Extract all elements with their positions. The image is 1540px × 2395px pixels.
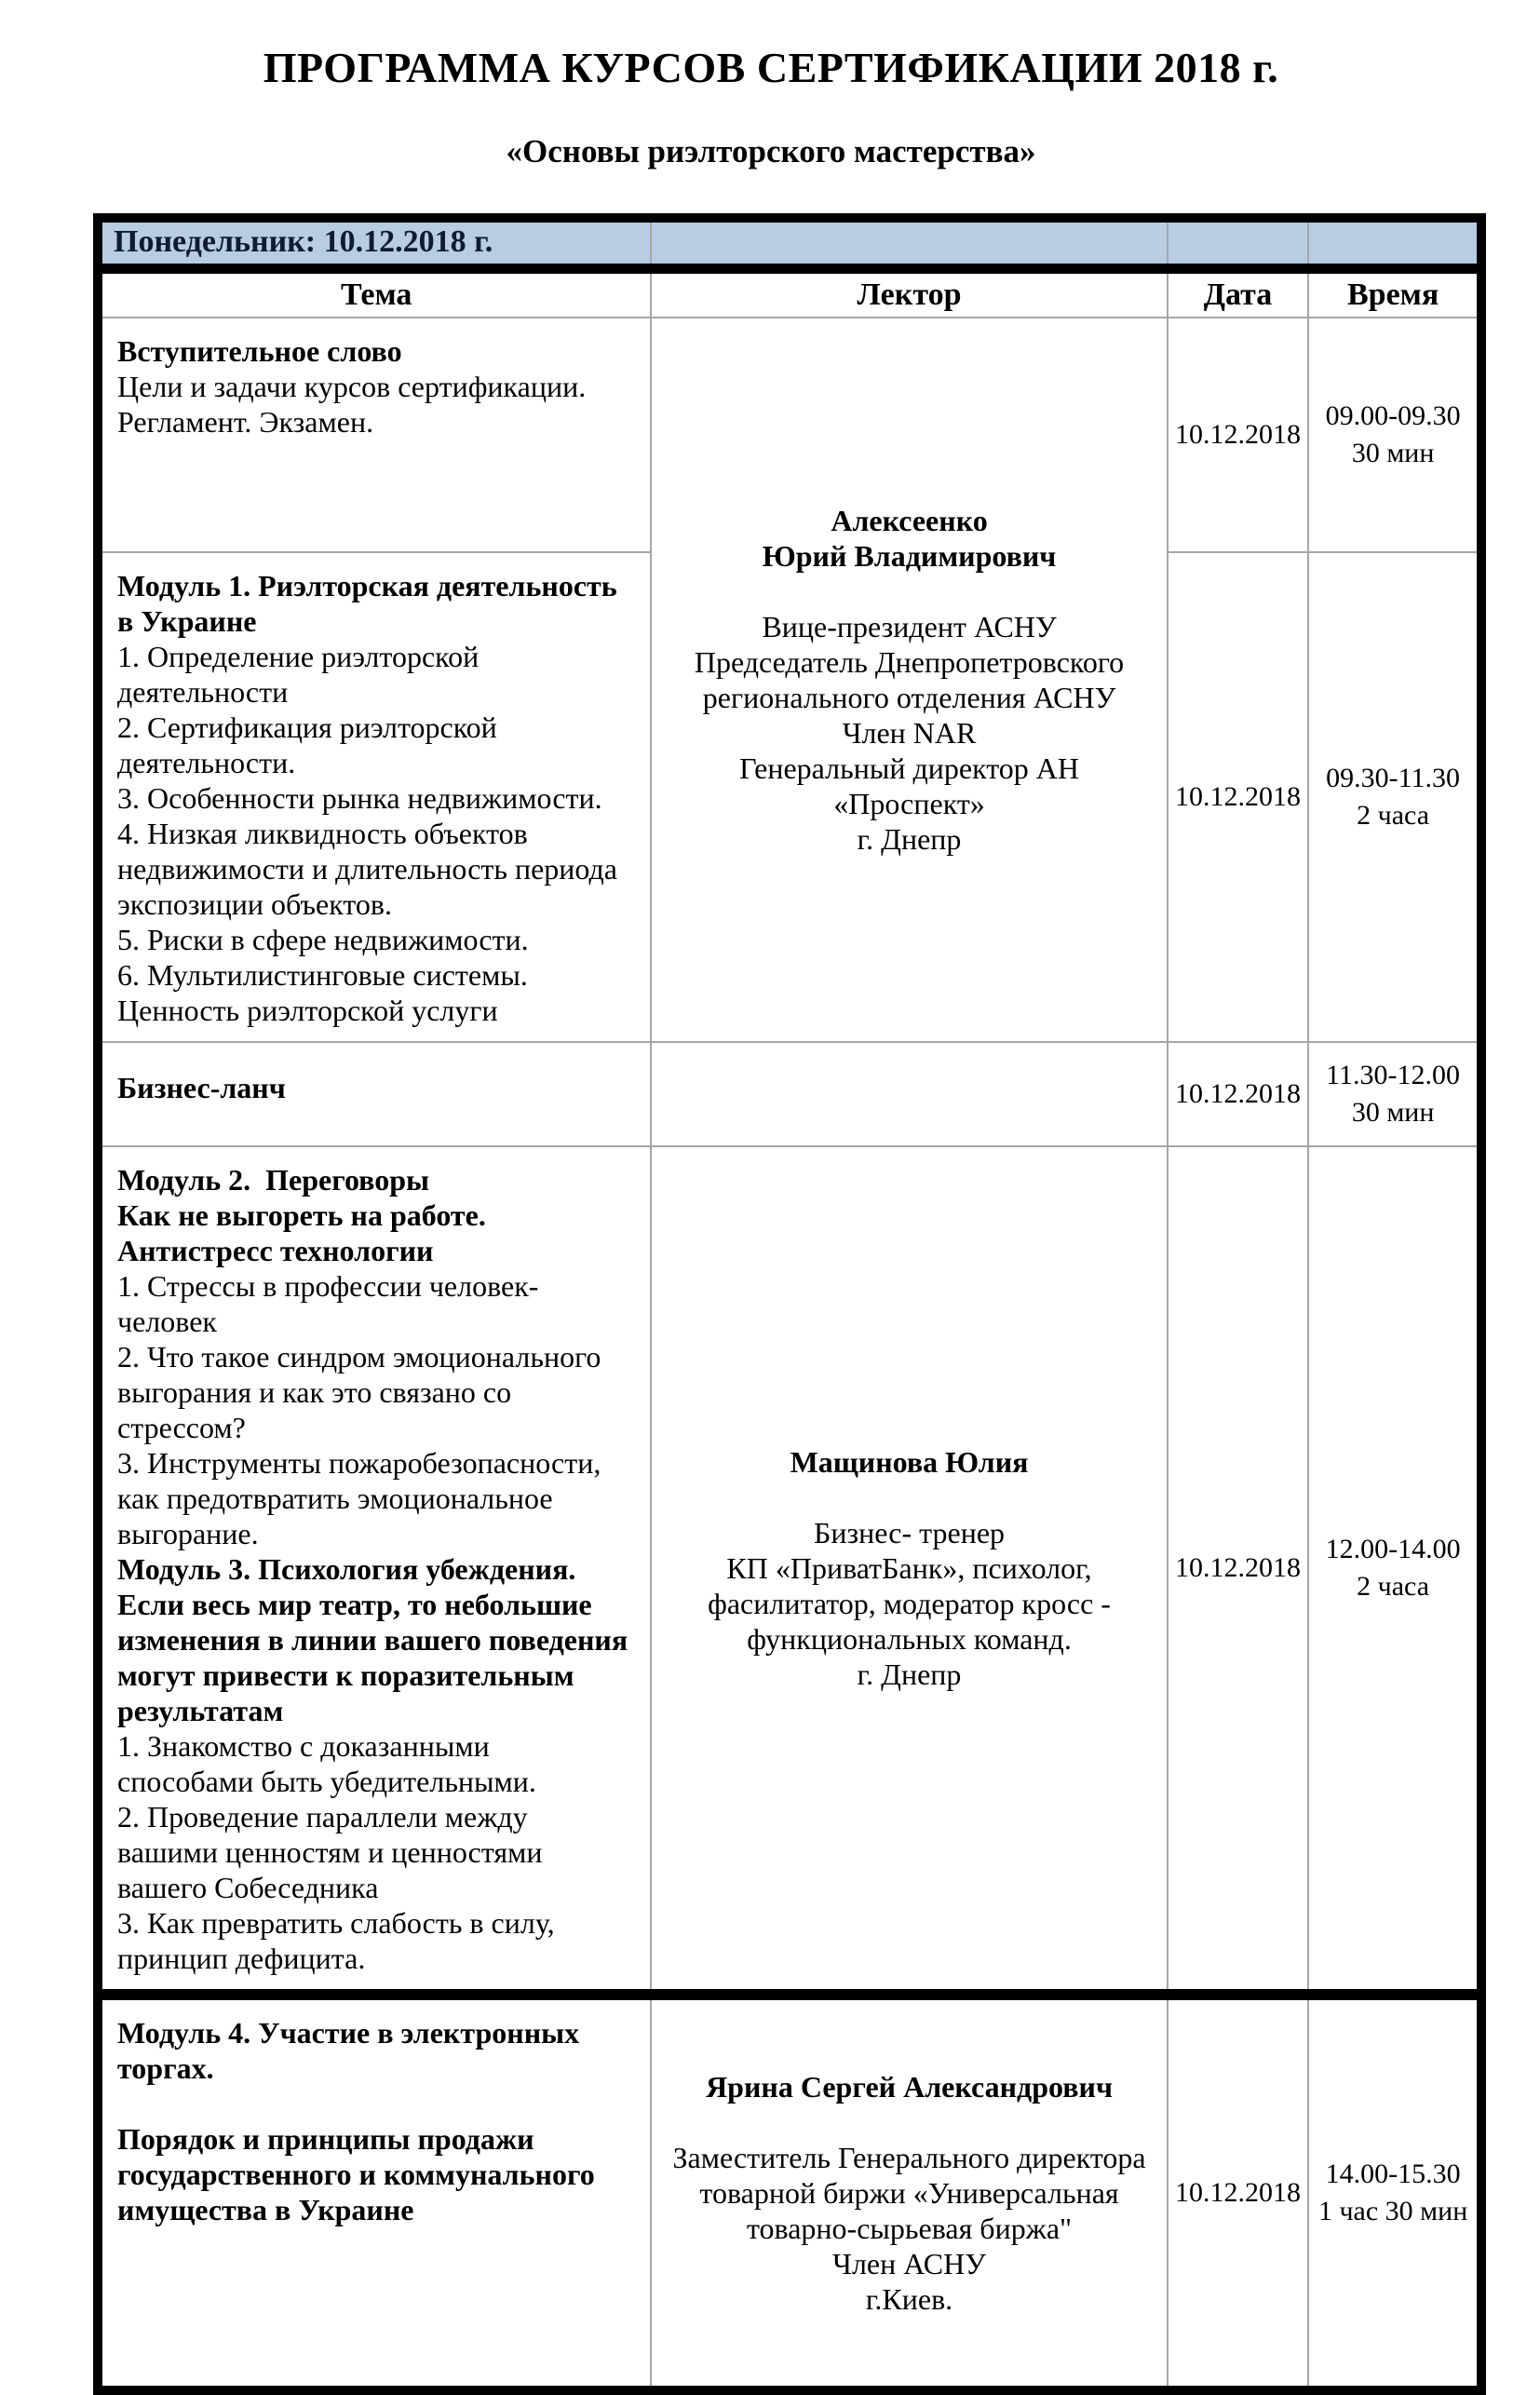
lecturer-detail-line: регионального отделения АСНУ [702,680,1116,714]
lecturer-cell-mashchinova [651,1146,1167,1995]
theme-cell-module2 [98,1146,651,1995]
lecturer-detail-line: Заместитель Генерального директора [672,2140,1146,2174]
theme-item: 1. Определение риэлторской деятельности [117,639,480,709]
time-cell-module4 [1308,1995,1481,2390]
time-cell-intro [1308,318,1481,552]
lecturer-detail-line: Генеральный директор АН «Проспект» [739,751,1079,820]
time-range: 12.00-14.00 [1325,1533,1461,1564]
time-duration: 1 час 30 мин [1317,2195,1468,2226]
theme-title: Модуль 2. Переговоры [117,1162,429,1197]
schedule-table [93,213,1486,2395]
theme-title: Бизнес-ланч [117,1070,286,1104]
time-cell-module2 [1308,1146,1481,1995]
date-cell-module1: 10.12.2018 [1168,552,1309,1042]
column-header-date: Дата [1168,269,1309,318]
lecturer-detail-line: Член NAR [842,715,977,750]
time-cell-lunch [1308,1042,1481,1146]
lecturer-detail-line: Член АСНУ [832,2246,986,2280]
theme-item: 5. Риски в сфере недвижимости. [117,922,529,956]
time-range: 14.00-15.30 [1325,2158,1461,2189]
day-header-cell-empty [1308,218,1481,269]
day-header-cell-empty [1168,218,1309,269]
table-row-module2 [98,1146,1481,1995]
theme-item: 2. Что такое синдром эмоционального выгорания и как это связано со стрессом? [117,1339,601,1444]
time-duration: 2 часа [1357,1570,1430,1602]
theme-title-module3: Модуль 3. Психология убеждения. Если весь мир театр, то небольшие изменения в линии вашего поведения могут привести к поразительным результатам [117,1551,628,1727]
lecturer-name-line: Ярина Сергей Александрович [706,2069,1113,2104]
theme-item: 1. Стрессы в профессии человек-человек [117,1268,539,1338]
lecturer-detail-line: г. Днепр [857,1657,962,1691]
lecturer-detail-line: товарной биржи «Универсальная [699,2175,1119,2210]
theme-item: 4. Низкая ликвидность объектов недвижимости и длительность периода экспозиции объектов. [117,816,617,921]
column-header-time: Время [1308,269,1481,318]
spacer [665,2104,1153,2140]
time-range: 09.00-09.30 [1325,399,1461,431]
theme-item: 2. Сертификация риэлторской деятельности. [117,710,497,779]
spacer [117,2086,631,2121]
lecturer-detail-line: Бизнес- тренер [814,1515,1006,1549]
theme-item: 3. Как превратить слабость в силу, принцип дефицита. [117,1905,555,1975]
table-row-intro [98,318,1481,552]
date-cell-intro: 10.12.2018 [1168,318,1309,552]
lecturer-detail-line: товарно-сырьевая биржа" [746,2211,1073,2245]
page-subtitle: «Основы риэлторского мастерства» [506,133,1036,169]
theme-item: 3. Инструменты пожаробезопасности, как предотвратить эмоциональное выгорание. [117,1445,601,1550]
theme-cell-lunch [98,1042,651,1146]
column-header-theme: Тема [98,269,651,318]
lecturer-detail-line: г.Киев. [865,2281,953,2316]
lecturer-name-line: Юрий Владимирович [762,538,1057,573]
theme-item: 1. Знакомство с доказанными способами быть убедительными. [117,1728,536,1798]
theme-cell-module4 [98,1995,651,2390]
spacer [665,574,1153,609]
lecturer-name-line: Алексеенко [831,503,988,537]
date-cell-module4: 10.12.2018 [1168,1995,1309,2390]
lecturer-detail-line: г. Днепр [857,821,962,856]
theme-title: Вступительное слово [117,333,402,368]
date-cell-lunch: 10.12.2018 [1168,1042,1309,1146]
table-row-module4 [98,1995,1481,2390]
spacer [665,1480,1153,1515]
theme-text: Цели и задачи курсов сертификации. Регламент. Экзамен. [117,369,587,439]
day-header-row [98,218,1481,269]
time-duration: 2 часа [1357,799,1430,831]
theme-item: 2. Проведение параллели между вашими ценностям и ценностями вашего Собеседника [117,1799,543,1904]
theme-subtitle: Порядок и принципы продажи государственного и коммунального имущества в Украине [117,2121,595,2226]
lecturer-detail-line: КП «ПриватБанк», психолог, [726,1550,1092,1585]
theme-item: 6. Мультилистинговые системы. Ценность риэлторской услуги [117,957,528,1027]
date-cell-module2: 10.12.2018 [1168,1146,1309,1995]
day-header-cell [98,218,651,269]
theme-cell-module1 [98,552,651,1042]
time-duration: 30 мин [1351,1096,1435,1128]
lecturer-cell-empty [651,1042,1167,1146]
theme-title: Модуль 4. Участие в электронных торгах. [117,2015,580,2085]
column-header-lecturer: Лектор [651,269,1167,318]
time-range: 11.30-12.00 [1326,1059,1461,1090]
lecturer-detail-line: Вице-президент АСНУ [762,609,1057,643]
lecturer-cell-yarina [651,1995,1167,2390]
column-header-row [98,269,1481,318]
day-header-cell-empty [651,218,1167,269]
theme-title: Модуль 1. Риэлторская деятельность в Украине [117,568,617,638]
time-range: 09.30-11.30 [1326,762,1461,793]
day-header-text: Понедельник: 10.12.2018 г. [114,224,493,259]
theme-item: 3. Особенности рынка недвижимости. [117,780,602,815]
lecturer-detail-line: функциональных команд. [747,1621,1072,1656]
table-row-lunch [98,1042,1481,1146]
time-cell-module1 [1308,552,1481,1042]
theme-subtitle: Как не выгореть на работе. Антистресс технологии [117,1198,486,1267]
lecturer-detail-line: Председатель Днепропетровского [694,644,1125,679]
time-duration: 30 мин [1351,437,1435,468]
page-title: ПРОГРАММА КУРСОВ СЕРТИФИКАЦИИ 2018 г. [263,44,1279,91]
lecturer-name-line: Мащинова Юлия [790,1444,1029,1479]
lecturer-cell-alekseenko [651,318,1167,1042]
theme-cell-intro [98,318,651,552]
lecturer-detail-line: фасилитатор, модератор кросс - [708,1586,1111,1620]
